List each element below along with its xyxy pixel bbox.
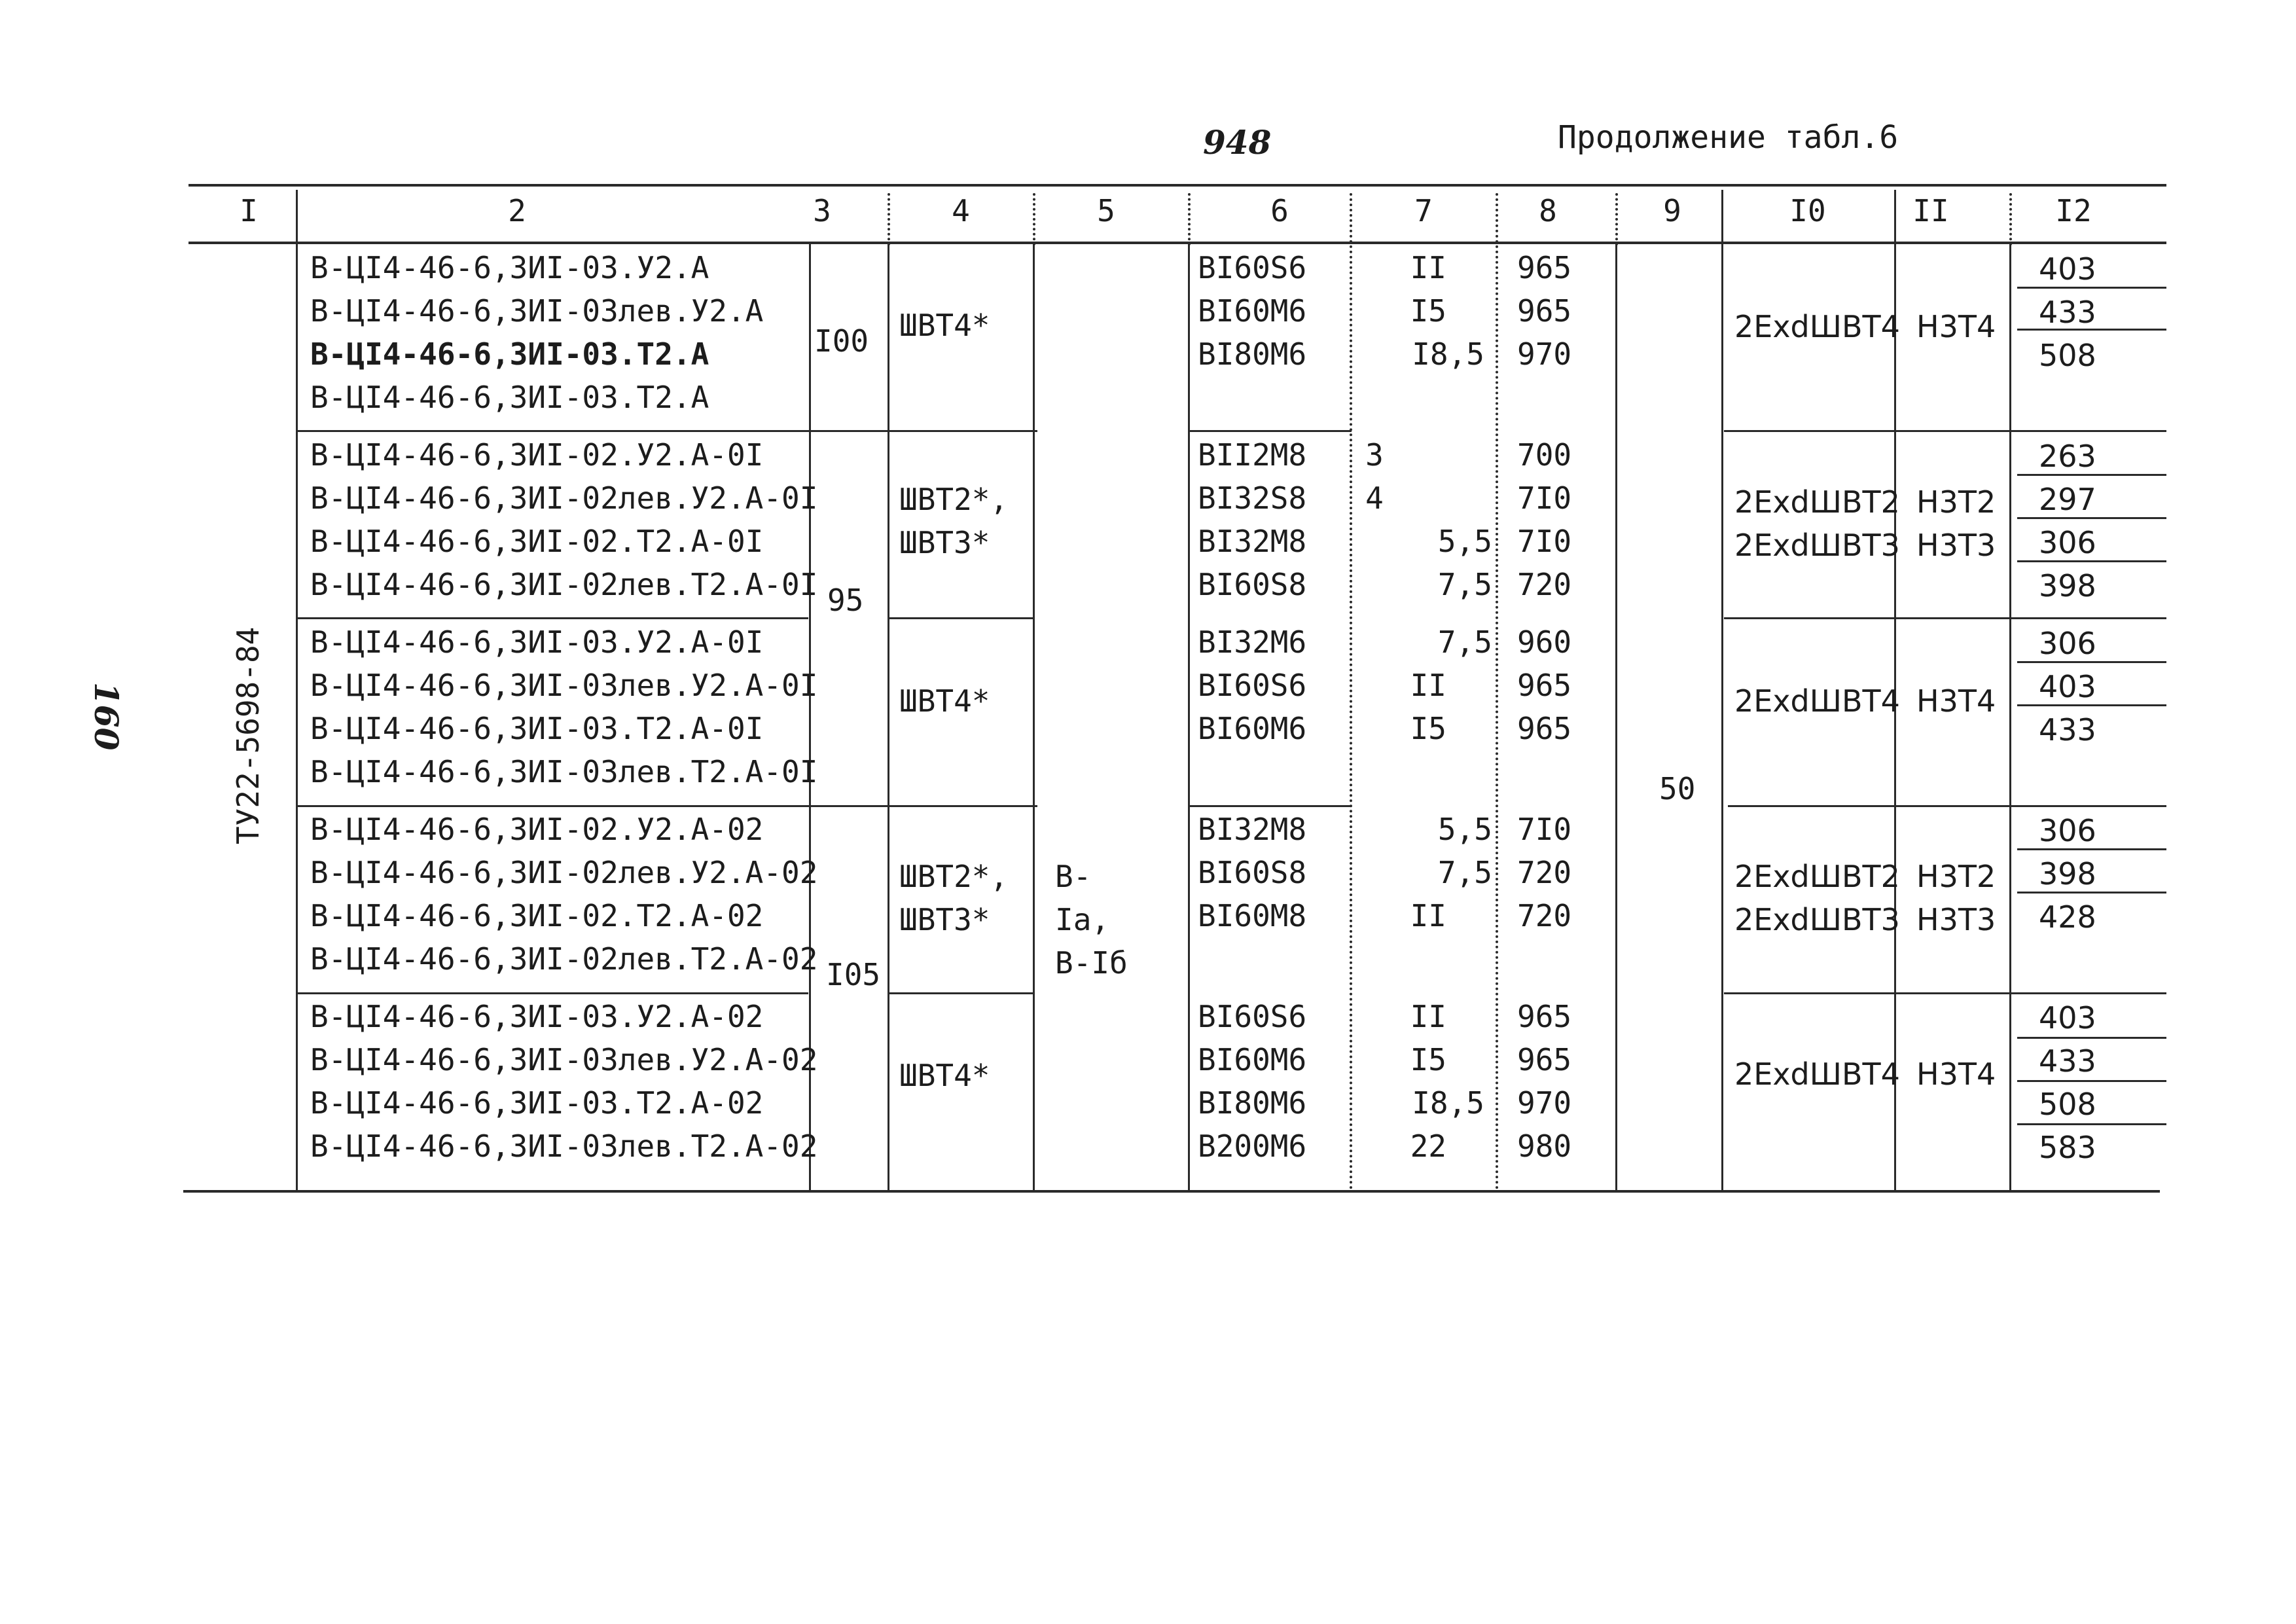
- model: В-ЦI4-46-6,3ИI-03.У2.А-0I: [310, 624, 764, 660]
- col4: [899, 855, 1030, 941]
- header-col-3: 3: [813, 193, 831, 228]
- col-sep-1: [296, 190, 298, 1190]
- motor: BI60S6: [1198, 999, 1307, 1034]
- c12: 403: [2039, 1000, 2096, 1036]
- power: II: [1410, 898, 1446, 933]
- header-col-12: I2: [2055, 193, 2092, 228]
- group-sep-2-rr: [1724, 617, 2166, 619]
- c12-rule: [2017, 560, 2166, 562]
- col3: I05: [826, 957, 881, 992]
- c12: 433: [2039, 1043, 2096, 1079]
- rpm: 720: [1517, 898, 1572, 933]
- col11: [1916, 855, 2001, 941]
- col10: [1734, 480, 1900, 567]
- model: В-ЦI4-46-6,3ИI-03.Т2.А-0I: [310, 711, 764, 746]
- c12: 403: [2039, 251, 2096, 287]
- header-col-7: 7: [1414, 193, 1433, 228]
- rpm: 720: [1517, 855, 1572, 890]
- c12: 583: [2039, 1130, 2096, 1165]
- col-sep-5b: [1033, 244, 1035, 1190]
- col4-text: ШВТ2*, ШВТ3*: [899, 482, 1009, 560]
- rpm: 970: [1517, 1085, 1572, 1121]
- model: В-ЦI4-46-6,3ИI-02.У2.А-02: [310, 812, 764, 847]
- col10: [1734, 855, 1900, 941]
- model: В-ЦI4-46-6,3ИI-03.Т2.А: [310, 336, 709, 372]
- motor: BI60S8: [1198, 567, 1307, 602]
- col10-text: 2ExdШВТ2 2ExdШВТ3: [1734, 484, 1900, 563]
- model: В-ЦI4-46-6,3ИI-02лев.Т2.А-02: [310, 941, 818, 977]
- motor: BI80M6: [1198, 1085, 1307, 1121]
- c12-rule: [2017, 848, 2166, 850]
- power: I8,5: [1412, 336, 1484, 372]
- model: В-ЦI4-46-6,3ИI-02лев.У2.А-0I: [310, 480, 818, 516]
- motor: BI60M6: [1198, 293, 1307, 329]
- motor: BI60M8: [1198, 898, 1307, 933]
- col11: Н3Т4: [1916, 683, 1996, 719]
- motor: B200M6: [1198, 1128, 1307, 1164]
- col11: [1916, 480, 2001, 567]
- power: 5,5: [1437, 812, 1492, 847]
- motor: BI60S6: [1198, 250, 1307, 285]
- col9-value: 50: [1659, 771, 1696, 806]
- c12: 403: [2039, 669, 2096, 704]
- rpm: 965: [1517, 293, 1572, 329]
- col-sep-6b: [1188, 244, 1190, 1190]
- model: В-ЦI4-46-6,3ИI-03лев.У2.А: [310, 293, 764, 329]
- model: В-ЦI4-46-6,3ИI-03лев.У2.А-0I: [310, 668, 818, 703]
- model: В-ЦI4-46-6,3ИI-02лев.Т2.А-0I: [310, 567, 818, 602]
- col5-line: В-Iа, В-Iб: [1055, 859, 1128, 981]
- power: 7,5: [1437, 567, 1492, 602]
- power: I5: [1410, 293, 1446, 329]
- rpm: 970: [1517, 336, 1572, 372]
- table-top-rule: [188, 184, 2166, 187]
- c12: 508: [2039, 338, 2096, 373]
- col11: Н3Т4: [1916, 1056, 1996, 1092]
- rpm: 700: [1517, 437, 1572, 473]
- col-sep-9b: [1615, 244, 1617, 1190]
- group-sep-2: [298, 617, 808, 619]
- c12: 398: [2039, 856, 2096, 892]
- motor: BI32M8: [1198, 812, 1307, 847]
- header-col-6: 6: [1270, 193, 1289, 228]
- c12: 297: [2039, 482, 2096, 517]
- rpm: 7I0: [1517, 812, 1572, 847]
- model: В-ЦI4-46-6,3ИI-02лев.У2.А-02: [310, 855, 818, 890]
- header-col-11: II: [1912, 193, 1949, 228]
- header-col-1: I: [240, 193, 258, 228]
- group-sep-4-rr: [1724, 992, 2166, 994]
- power: I8,5: [1412, 1085, 1484, 1121]
- motor: BI32M8: [1198, 524, 1307, 559]
- col-sep-4: [888, 193, 890, 245]
- model: В-ЦI4-46-6,3ИI-03.Т2.А-02: [310, 1085, 764, 1121]
- model: В-ЦI4-46-6,3ИI-03лев.Т2.А-02: [310, 1128, 818, 1164]
- col-sep-5: [1033, 193, 1035, 245]
- rpm: 960: [1517, 624, 1572, 660]
- power: 22: [1410, 1128, 1446, 1164]
- header-col-2: 2: [508, 193, 526, 228]
- model: В-ЦI4-46-6,3ИI-02.У2.А-0I: [310, 437, 764, 473]
- c12-rule: [2017, 287, 2166, 289]
- group-sep-2-c4: [888, 617, 1033, 619]
- group-sep-1-r: [1188, 430, 1352, 432]
- col-sep-10: [1721, 190, 1723, 1190]
- rpm: 980: [1517, 1128, 1572, 1164]
- model: В-ЦI4-46-6,3ИI-03лев.У2.А-02: [310, 1042, 818, 1077]
- group-sep-4-c4: [888, 992, 1033, 994]
- standard-code: ТУ22-5698-84: [230, 626, 266, 844]
- power: 4: [1365, 480, 1384, 516]
- power: II: [1410, 668, 1446, 703]
- motor: BI60S6: [1198, 668, 1307, 703]
- rpm: 965: [1517, 711, 1572, 746]
- c12: 433: [2039, 712, 2096, 748]
- col-sep-4b: [888, 244, 889, 1190]
- c12-rule: [2017, 892, 2166, 893]
- col3: 95: [827, 583, 864, 618]
- page-number-top: 948: [1203, 123, 1272, 162]
- c12-rule: [2017, 1123, 2166, 1125]
- col4-text: ШВТ2*, ШВТ3*: [899, 859, 1009, 937]
- c12-rule: [2017, 1037, 2166, 1039]
- c12-rule: [2017, 661, 2166, 663]
- col10: 2ExdШВТ4: [1734, 309, 1900, 344]
- page-number-side: 160: [87, 682, 126, 751]
- power: 3: [1365, 437, 1384, 473]
- rpm: 965: [1517, 668, 1572, 703]
- group-sep-1: [298, 430, 1037, 432]
- col4: ШВТ4*: [899, 308, 990, 343]
- c12: 433: [2039, 295, 2096, 330]
- rpm: 965: [1517, 1042, 1572, 1077]
- c12: 398: [2039, 568, 2096, 604]
- c12: 428: [2039, 899, 2096, 935]
- model: В-ЦI4-46-6,3ИI-02.Т2.А-0I: [310, 524, 764, 559]
- c12: 306: [2039, 525, 2096, 560]
- col10-text: 2ExdШВТ2 2ExdШВТ3: [1734, 859, 1900, 937]
- power: 7,5: [1437, 855, 1492, 890]
- col10: 2ExdШВТ4: [1734, 1056, 1900, 1092]
- motor: BI60M6: [1198, 711, 1307, 746]
- c12-rule: [2017, 517, 2166, 519]
- rpm: 720: [1517, 567, 1572, 602]
- motor: BII2M8: [1198, 437, 1307, 473]
- col-sep-12b: [2009, 244, 2011, 1190]
- motor: BI32M6: [1198, 624, 1307, 660]
- col5-value: [1055, 855, 1134, 984]
- header-col-8: 8: [1539, 193, 1557, 228]
- table-caption: Продолжение табл.6: [1558, 119, 1899, 156]
- col11-text: Н3Т2 Н3Т3: [1916, 859, 1996, 937]
- col-sep-9: [1615, 193, 1618, 245]
- table-bottom-rule: [183, 1190, 2160, 1193]
- col11-text: Н3Т2 Н3Т3: [1916, 484, 1996, 563]
- rpm: 965: [1517, 250, 1572, 285]
- c12-rule: [2017, 474, 2166, 476]
- col4: ШВТ4*: [899, 1058, 990, 1093]
- c12-rule: [2017, 1080, 2166, 1082]
- c12: 306: [2039, 626, 2096, 661]
- model: В-ЦI4-46-6,3ИI-03лев.Т2.А-0I: [310, 754, 818, 789]
- col11: Н3Т4: [1916, 309, 1996, 344]
- header-col-9: 9: [1663, 193, 1681, 228]
- header-bottom-rule: [188, 242, 2166, 244]
- rpm: 965: [1517, 999, 1572, 1034]
- col4: [899, 478, 1030, 564]
- col10: 2ExdШВТ4: [1734, 683, 1900, 719]
- col4: ШВТ4*: [899, 683, 990, 719]
- power: I5: [1410, 711, 1446, 746]
- power: II: [1410, 250, 1446, 285]
- motor: BI80M6: [1198, 336, 1307, 372]
- motor: BI60S8: [1198, 855, 1307, 890]
- group-sep-4: [298, 992, 808, 994]
- power: 7,5: [1437, 624, 1492, 660]
- rpm: 7I0: [1517, 524, 1572, 559]
- motor: BI60M6: [1198, 1042, 1307, 1077]
- col3: I00: [814, 323, 869, 359]
- group-sep-3-rr: [1728, 805, 2166, 807]
- rpm: 7I0: [1517, 480, 1572, 516]
- group-sep-3: [298, 805, 1037, 807]
- power: I5: [1410, 1042, 1446, 1077]
- header-col-4: 4: [952, 193, 970, 228]
- header-col-10: I0: [1789, 193, 1826, 228]
- power: 5,5: [1437, 524, 1492, 559]
- c12: 263: [2039, 439, 2096, 474]
- group-sep-1-rr: [1724, 430, 2166, 432]
- header-col-5: 5: [1097, 193, 1115, 228]
- c12: 306: [2039, 813, 2096, 848]
- c12-rule: [2017, 704, 2166, 706]
- model: В-ЦI4-46-6,3ИI-02.Т2.А-02: [310, 898, 764, 933]
- c12: 508: [2039, 1087, 2096, 1122]
- motor: BI32S8: [1198, 480, 1307, 516]
- col-sep-12: [2009, 193, 2012, 245]
- model: В-ЦI4-46-6,3ИI-03.У2.А: [310, 250, 709, 285]
- col-sep-8: [1496, 193, 1498, 1190]
- col-sep-6: [1188, 193, 1191, 245]
- model: В-ЦI4-46-6,3ИI-03.У2.А-02: [310, 999, 764, 1034]
- group-sep-3-r: [1188, 805, 1352, 807]
- power: II: [1410, 999, 1446, 1034]
- model: В-ЦI4-46-6,3ИI-03.Т2.А: [310, 380, 709, 415]
